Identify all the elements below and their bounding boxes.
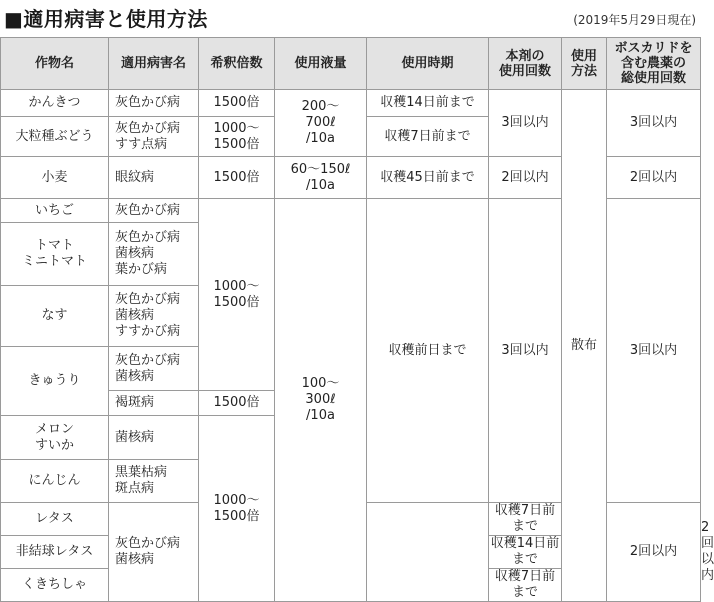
timing-cell: 収穫45日前まで bbox=[367, 157, 489, 199]
crop-cell: レタス bbox=[1, 503, 109, 536]
times-cell: 3回以内 bbox=[489, 199, 562, 503]
crop-cell: 小麦 bbox=[1, 157, 109, 199]
times-cell: 2回以内 bbox=[607, 503, 701, 602]
table-row: レタス 灰色かび病 菌核病 収穫7日前まで 2回以内 2回以内 bbox=[1, 503, 701, 536]
header-timing: 使用時期 bbox=[367, 38, 489, 90]
disease-cell: 眼紋病 bbox=[109, 157, 199, 199]
method-cell: 散布 bbox=[562, 90, 607, 602]
page-title: ■適用病害と使用方法 bbox=[4, 7, 208, 31]
dilution-cell: 1000～ 1500倍 bbox=[199, 117, 275, 157]
crop-cell: メロン すいか bbox=[1, 416, 109, 460]
usage-table bbox=[0, 37, 714, 602]
disease-cell: 灰色かび病 bbox=[109, 90, 199, 117]
crop-cell: 大粒種ぶどう bbox=[1, 117, 109, 157]
crop-cell: きゅうり bbox=[1, 347, 109, 416]
disease-cell: 灰色かび病 菌核病 すすかび病 bbox=[109, 286, 199, 347]
dilution-cell: 1500倍 bbox=[199, 90, 275, 117]
total-cell: 3回以内 bbox=[607, 199, 701, 503]
timing-cell: 収穫7日前まで bbox=[367, 117, 489, 157]
header-dilution: 希釈倍数 bbox=[199, 38, 275, 90]
header-method: 使用 方法 bbox=[562, 38, 607, 90]
dilution-cell: 1000～ 1500倍 bbox=[199, 416, 275, 602]
date-note: (2019年5月29日現在) bbox=[573, 13, 696, 27]
volume-cell: 200～ 700ℓ /10a bbox=[275, 90, 367, 157]
header-volume: 使用液量 bbox=[275, 38, 367, 90]
table-row bbox=[1, 90, 701, 117]
header-crop: 作物名 bbox=[1, 38, 109, 90]
crop-cell: 非結球レタス bbox=[1, 536, 109, 569]
disease-cell: 灰色かび病 bbox=[109, 199, 199, 223]
disease-cell: 黒葉枯病 斑点病 bbox=[109, 460, 199, 503]
header-row bbox=[1, 38, 701, 90]
volume-cell: 60～150ℓ /10a bbox=[275, 157, 367, 199]
disease-cell: 菌核病 bbox=[109, 416, 199, 460]
total-cell: 2回以内 bbox=[607, 157, 701, 199]
dilution-cell: 1500倍 bbox=[199, 391, 275, 416]
disease-cell: 褐斑病 bbox=[109, 391, 199, 416]
disease-cell: 灰色かび病 菌核病 葉かび病 bbox=[109, 223, 199, 286]
timing-cell: 収穫7日前まで bbox=[489, 503, 562, 536]
header-disease: 適用病害名 bbox=[109, 38, 199, 90]
total-cell: 3回以内 bbox=[607, 90, 701, 157]
timing-cell: 収穫14日前まで bbox=[367, 90, 489, 117]
disease-cell: 灰色かび病 菌核病 bbox=[109, 347, 199, 391]
crop-cell: いちご bbox=[1, 199, 109, 223]
dilution-cell: 1500倍 bbox=[199, 157, 275, 199]
crop-cell: かんきつ bbox=[1, 90, 109, 117]
times-cell: 3回以内 bbox=[489, 90, 562, 157]
timing-cell: 収穫14日前まで bbox=[489, 536, 562, 569]
crop-cell: くきちしゃ bbox=[1, 569, 109, 602]
crop-cell: なす bbox=[1, 286, 109, 347]
timing-cell: 収穫前日まで bbox=[367, 199, 489, 503]
header-total: ボスカリドを 含む農薬の 総使用回数 bbox=[607, 38, 701, 90]
dilution-cell: 1000～ 1500倍 bbox=[199, 199, 275, 391]
crop-cell: トマト ミニトマト bbox=[1, 223, 109, 286]
times-cell: 2回以内 bbox=[489, 157, 562, 199]
crop-cell: にんじん bbox=[1, 460, 109, 503]
timing-cell: 収穫7日前まで bbox=[489, 569, 562, 602]
disease-cell: 灰色かび病 すす点病 bbox=[109, 117, 199, 157]
disease-cell: 灰色かび病 菌核病 bbox=[109, 503, 199, 602]
header-times: 本剤の 使用回数 bbox=[489, 38, 562, 90]
volume-cell bbox=[367, 503, 489, 602]
volume-cell: 100～ 300ℓ /10a bbox=[275, 199, 367, 602]
